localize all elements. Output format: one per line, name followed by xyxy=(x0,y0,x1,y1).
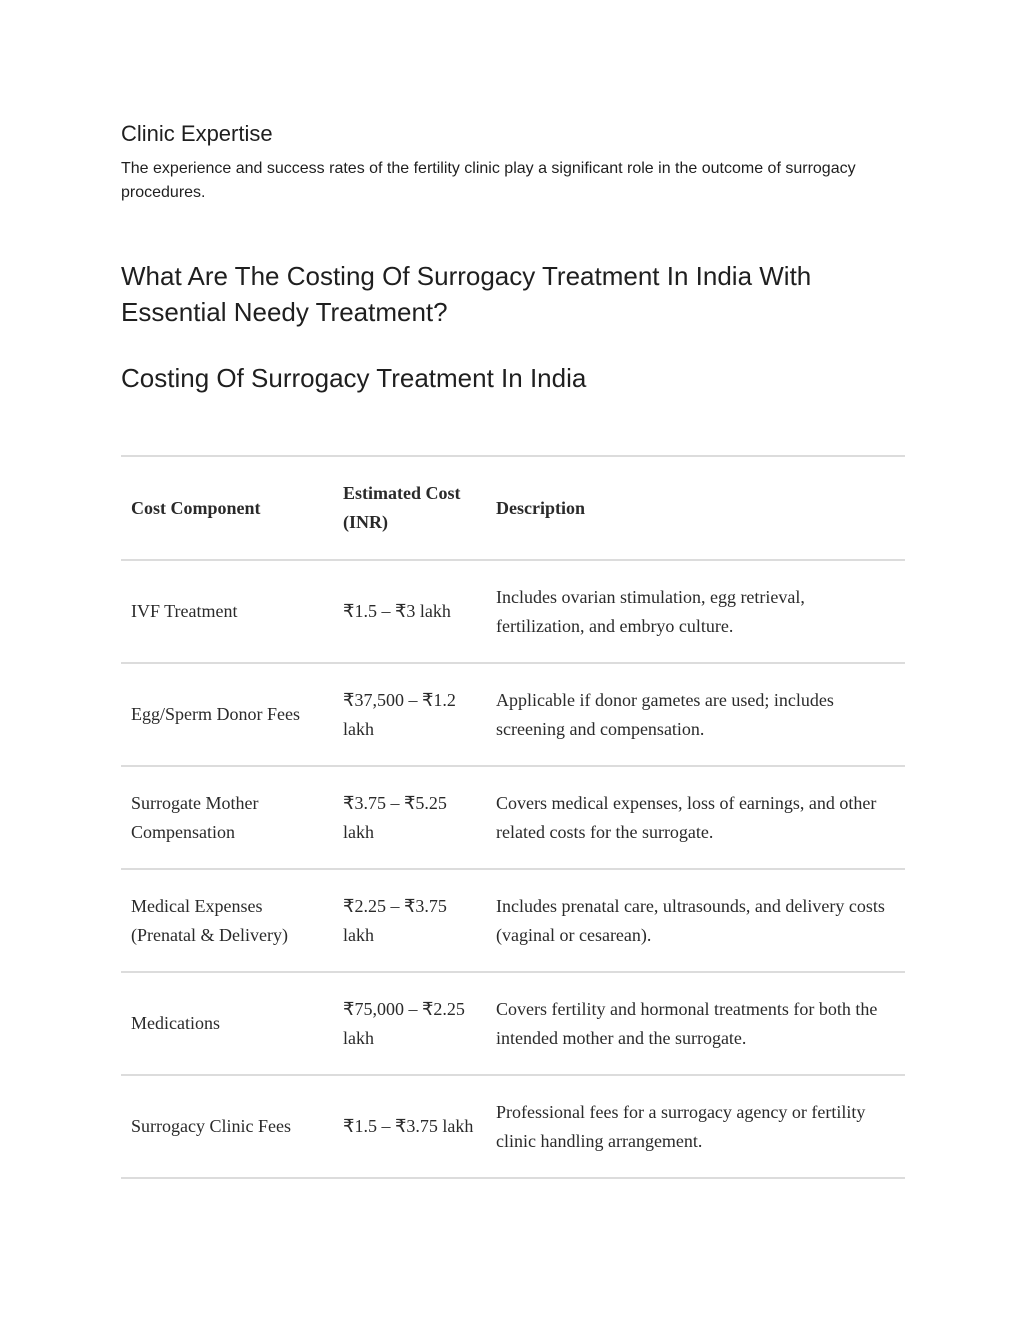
cell-description: Professional fees for a surrogacy agency or fertility clinic handling arrangement. xyxy=(486,1075,905,1178)
header-description: Description xyxy=(486,456,905,560)
table-row xyxy=(121,1075,905,1178)
main-heading: What Are The Costing Of Surrogacy Treatment In India With Essential Needy Treatment? xyxy=(121,261,812,327)
cell-description: Applicable if donor gametes are used; includes screening and compensation. xyxy=(486,663,905,766)
section-paragraph: The experience and success rates of the fertility clinic play a significant role in the outcome of surrogacy procedures. xyxy=(121,160,856,201)
table-row xyxy=(121,663,905,766)
cell-component: Egg/Sperm Donor Fees xyxy=(121,663,333,766)
cell-component: Surrogate Mother Compensation xyxy=(121,766,333,869)
cell-cost: ₹2.25 – ₹3.75 lakh xyxy=(333,869,486,972)
table-row xyxy=(121,560,905,663)
cost-table xyxy=(121,455,905,1179)
cell-component: IVF Treatment xyxy=(121,560,333,663)
section-heading: Clinic Expertise xyxy=(121,121,273,146)
cell-description: Covers fertility and hormonal treatments for both the intended mother and the surrogate. xyxy=(486,972,905,1075)
cell-cost: ₹37,500 – ₹1.2 lakh xyxy=(333,663,486,766)
cell-description: Includes ovarian stimulation, egg retrieval, fertilization, and embryo culture. xyxy=(486,560,905,663)
cell-cost: ₹3.75 – ₹5.25 lakh xyxy=(333,766,486,869)
cell-component: Medical Expenses (Prenatal & Delivery) xyxy=(121,869,333,972)
cell-component: Medications xyxy=(121,972,333,1075)
cell-cost: ₹75,000 – ₹2.25 lakh xyxy=(333,972,486,1075)
cell-description: Includes prenatal care, ultrasounds, and delivery costs (vaginal or cesarean). xyxy=(486,869,905,972)
table-row xyxy=(121,766,905,869)
header-estimated-cost: Estimated Cost (INR) xyxy=(333,456,486,560)
cell-description: Covers medical expenses, loss of earnings, and other related costs for the surrogate. xyxy=(486,766,905,869)
cell-component: Surrogacy Clinic Fees xyxy=(121,1075,333,1178)
sub-heading: Costing Of Surrogacy Treatment In India xyxy=(121,363,587,393)
cell-cost: ₹1.5 – ₹3.75 lakh xyxy=(333,1075,486,1178)
table-row xyxy=(121,869,905,972)
cell-cost: ₹1.5 – ₹3 lakh xyxy=(333,560,486,663)
table-row xyxy=(121,972,905,1075)
table-header-row xyxy=(121,456,905,560)
header-cost-component: Cost Component xyxy=(121,456,333,560)
